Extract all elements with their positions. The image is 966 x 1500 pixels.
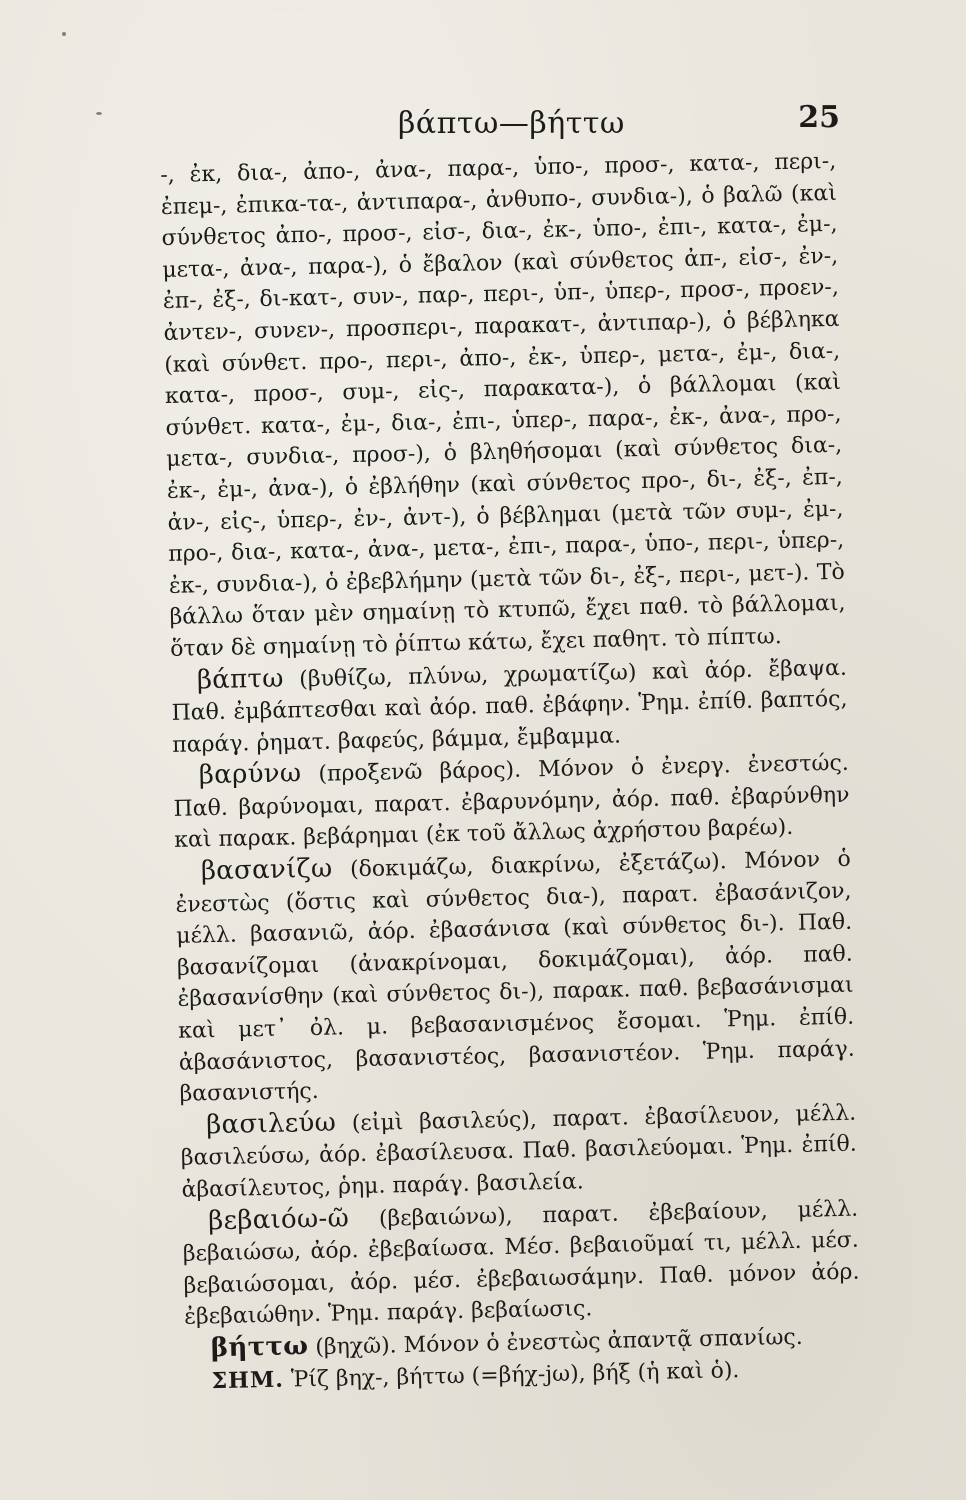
entry-text: (δοκιμάζω, διακρίνω, ἐξετάζω). Μόνον ὁ ἐνεστὼς (ὅστις καὶ σύνθετος δια-), παρατ. ἐβασάνιζον, μέλλ. βασανιῶ, ἀόρ. ἐβασάνισα (καὶ σύνθετος δι-). Παθ. βασανίζομαι (ἀνακρίνομαι, δοκιμάζομαι), ἀόρ. παθ. ἐβασανίσθην (καὶ σύνθετος δι-), παρακ. παθ. βεβασάνισμαι καὶ μετ᾽ ὀλ. μ. βεβασανισμένος ἔσομαι. Ῥημ. ἐπίθ. ἀβασάνιστος, βασανιστέος, βασανιστέον. Ῥημ. παράγ. βασανιστής. bbox=[175, 846, 856, 1108]
ink-speck bbox=[62, 32, 66, 36]
entry-basanizo bbox=[175, 843, 856, 1111]
entry-headword: βήττω bbox=[210, 1331, 309, 1364]
entry-headword: βεβαιόω-ῶ bbox=[207, 1202, 350, 1236]
entry-text: (προξενῶ βάρος). Μόνον ὁ ἐνεργ. ἐνεστώς. Παθ. βαρύνομαι, παρατ. ἐβαρυνόμην, ἀόρ. παθ. ἐβαρύνθην καὶ παρακ. βεβάρημαι (ἐκ τοῦ ἄλλως ἀχρήστου βαρέω). bbox=[173, 750, 850, 854]
entry-text: (βηχῶ). Μόνον ὁ ἐνεστὼς ἀπαντᾷ σπανίως. bbox=[315, 1324, 803, 1360]
ink-speck bbox=[96, 112, 102, 115]
entry-text: -, ἐκ, δια-, ἀπο-, ἀνα-, παρα-, ὑπο-, προσ-, κατα-, περι-, ἐπεμ-, ἐπικα-τα-, ἀντιπαρα-, ἀνθυπο-, συνδια-), ὁ βαλῶ (καὶ σύνθετος ἀπο-, προσ-, εἰσ-, δια-, ἐκ-, ὑπο-, ἐπι-, κατα-, ἐμ-, μετα-, ἀνα-, παρα-), ὁ ἔβαλον (καὶ σύνθετος ἀπ-, εἰσ-, ἐν-, ἐπ-, ἐξ-, δι-κατ-, συν-, παρ-, περι-, ὑπ-, ὑπερ-, προσ-, προεν-, ἀντεν-, συνεν-, προσπερι-, παρακατ-, ἀντιπαρ-), ὁ βέβληκα (καὶ σύνθετ. προ-, περι-, ἀπο-, ἐκ-, ὑπερ-, μετα-, ἐμ-, δια-, κατα-, προσ-, συμ-, εἰς-, παρακατα-), ὁ βάλλομαι (καὶ σύνθετ. κατα-, ἐμ-, δια-, ἐπι-, ὑπερ-, παρα-, ἐκ-, ἀνα-, προ-, μετα-, συνδια-, προσ-), ὁ βληθήσομαι (καὶ σύνθετος δια-, ἐκ-, ἐμ-, ἀνα-), ὁ ἐβλήθην (καὶ σύνθετος προ-, δι-, ἐξ-, ἐπ-, ἀν-, εἰς-, ὑπερ-, ἐν-, ἀντ-), ὁ βέβλημαι (μετὰ τῶν συμ-, ἐμ-, προ-, δια-, κατα-, ἀνα-, μετα-, ἐπι-, παρα-, ὑπο-, περι-, ὑπερ-, ἐκ-, συνδια-), ὁ ἐβεβλήμην (μετὰ τῶν δι-, ἐξ-, περι-, μετ-). Τὸ βάλλω ὅταν μὲν σημαίνῃ τὸ κτυπῶ, ἔχει παθ. τὸ βάλλομαι, ὅταν δὲ σημαίνῃ τὸ ῥίπτω κάτω, ἔχει παθητ. τὸ πίπτω. bbox=[160, 148, 846, 662]
entry-headword: βασιλεύω bbox=[205, 1107, 337, 1141]
entry-headword: βάπτω bbox=[196, 663, 284, 695]
entry-bebaioo bbox=[182, 1192, 861, 1334]
entry-text: (εἰμὶ βασιλεύς), παρατ. ἐβασίλευον, μέλλ. βασιλεύσω, ἀόρ. ἐβασίλευσα. Παθ. βασιλεύομαι. Ῥημ. ἐπίθ. ἀβασίλευτος, ῥημ. παράγ. βασιλεία. bbox=[180, 1100, 858, 1203]
entry-baryno bbox=[173, 747, 851, 857]
entry-bapto bbox=[171, 651, 849, 761]
running-head: βάπτω—βήττω bbox=[398, 106, 625, 141]
body-text bbox=[160, 146, 860, 1394]
entry-headword: βασανίζω bbox=[200, 853, 333, 887]
note-text: Ῥίζ βηχ-, βήττω (=βήχ-jω), βήξ (ἡ καὶ ὁ). bbox=[290, 1357, 740, 1393]
page-header bbox=[150, 96, 840, 146]
note-label: ΣΗΜ. bbox=[211, 1366, 285, 1394]
entry-headword: βαρύνω bbox=[198, 758, 302, 791]
entry-text: (βεβαιώνω), παρατ. ἐβεβαίουν, μέλλ. βεβαιώσω, ἀόρ. ἐβεβαίωσα. Μέσ. βεβαιοῦμαί τι, μέλλ. μέσ. βεβαιώσομαι, ἀόρ. μέσ. ἐβεβαιωσάμην. Παθ. μόνον ἀόρ. ἐβεβαιώθην. Ῥημ. παράγ. βεβαίωσις. bbox=[182, 1196, 860, 1331]
page-number: 25 bbox=[798, 100, 840, 135]
entry-continuation bbox=[160, 146, 846, 666]
entry-basileuo bbox=[180, 1096, 858, 1206]
entry-text: (βυθίζω, πλύνω, χρωματίζω) καὶ ἀόρ. ἔβαψα. Παθ. ἐμβάπτεσθαι καὶ ἀόρ. παθ. ἐβάφην. Ῥημ. ἐπίθ. βαπτός, παράγ. ῥηματ. βαφεύς, βάμμα, ἔμβαμμα. bbox=[171, 655, 848, 758]
